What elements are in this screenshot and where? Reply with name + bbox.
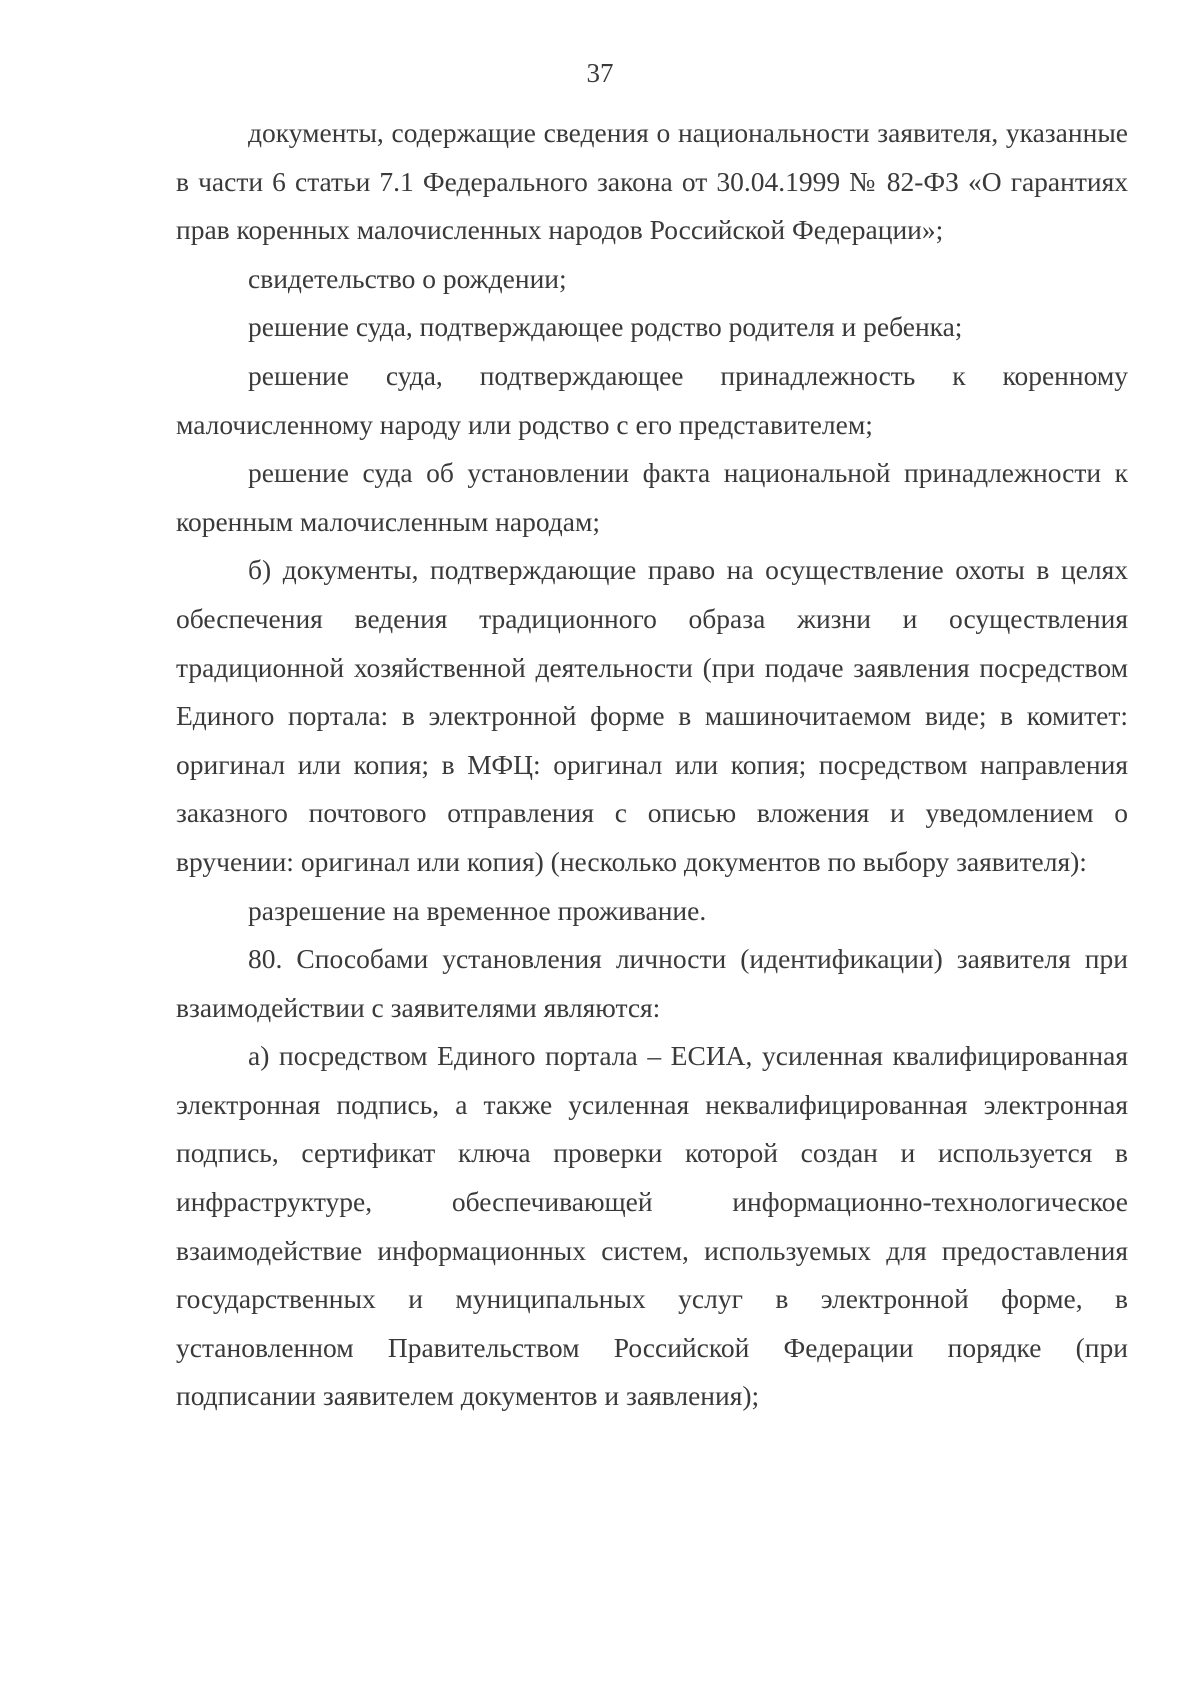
paragraph-court-decision-belonging: решение суда, подтверждающее принадлежность к коренному малочисленному народу или родство с его представителем; xyxy=(176,359,1128,440)
document-body xyxy=(176,109,1128,1421)
paragraph-temporary-residence: разрешение на временное проживание. xyxy=(248,894,707,926)
paragraph-section-80: 80. Способами установления личности (идентификации) заявителя при взаимодействии с заявителями являются: xyxy=(176,943,1128,1023)
paragraph-item-b-hunting-documents: б) документы, подтверждающие право на осуществление охоты в целях обеспечения ведения традиционного образа жизни и осуществления традиционной хозяйственной деятельности (при подаче заявления посредством Единого портала: в электронной форме в машиночитаемом виде; в комитет: оригинал или копия; в МФЦ: оригинал или копия; посредством направления заказного почтового отправления с описью вложения и уведомлением о вручении: оригинал или копия) (несколько документов по выбору заявителя): xyxy=(176,554,1128,877)
paragraph-item-a-unified-portal: а) посредством Единого портала – ЕСИА, усиленная квалифицированная электронная подпись, а также усиленная неквалифицированная электронная подпись, сертификат ключа проверки которой создан и используется в инфраструктуре, обеспечивающей информационно-технологическое взаимодействие информационных систем, используемых для предоставления государственных и муниципальных услуг в электронной форме, в установленном Правительством Российской Федерации порядке (при подписании заявителем документов и заявления); xyxy=(176,1040,1128,1412)
page-number: 37 xyxy=(586,58,614,88)
paragraph-documents-nationality: документы, содержащие сведения о национальности заявителя, указанные в части 6 статьи 7.1 Федерального закона от 30.04.1999 № 82-ФЗ «О гарантиях прав коренных малочисленных народов Российской Федерации»; xyxy=(176,117,1128,246)
paragraph-court-decision-kinship: решение суда, подтверждающее родство родителя и ребенка; xyxy=(248,311,963,343)
paragraph-court-decision-national-fact: решение суда об установлении факта национальной принадлежности к коренным малочисленным народам; xyxy=(176,457,1128,537)
paragraph-birth-certificate: свидетельство о рождении; xyxy=(248,262,567,294)
